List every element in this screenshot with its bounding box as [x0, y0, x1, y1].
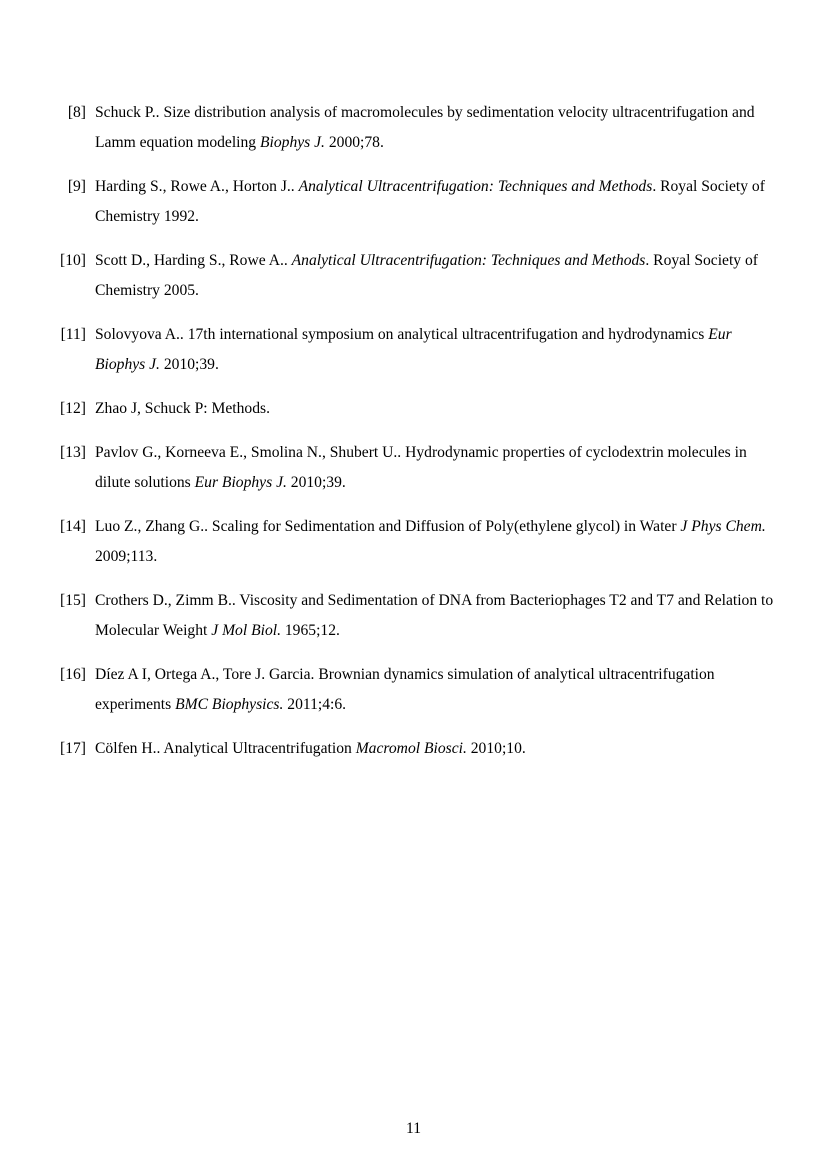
- reference-text: [95, 320, 775, 380]
- reference-part: 2009;113.: [95, 548, 158, 565]
- reference-text: [95, 246, 775, 306]
- reference-text: [95, 394, 775, 424]
- reference-part: . Royal Society of Chemistry 2005.: [95, 252, 758, 299]
- reference-item: [0, 438, 827, 498]
- reference-number: [13]: [60, 444, 86, 461]
- reference-item: [0, 586, 827, 646]
- reference-item: [0, 512, 827, 572]
- reference-item: [0, 246, 827, 306]
- reference-part: 2011;4:6.: [283, 696, 347, 713]
- reference-text: [95, 734, 775, 764]
- reference-part: Scott D., Harding S., Rowe A..: [95, 252, 292, 269]
- reference-text: [95, 586, 775, 646]
- reference-part: Harding S., Rowe A., Horton J..: [95, 178, 299, 195]
- reference-part: Cölfen H.. Analytical Ultracentrifugation: [95, 740, 356, 757]
- reference-number: [10]: [60, 252, 86, 269]
- journal-title: Biophys J.: [260, 134, 325, 151]
- reference-part: Luo Z., Zhang G.. Scaling for Sedimentation and Diffusion of Poly(ethylene glycol) in Water: [95, 518, 681, 535]
- journal-title: BMC Biophysics.: [175, 696, 284, 713]
- reference-item: [0, 172, 827, 232]
- reference-part: 2010;39.: [286, 474, 346, 491]
- reference-part: Crothers D., Zimm B.. Viscosity and Sedimentation of DNA from Bacteriophages T2 and T7 and Relation to Molecular Weight: [95, 592, 774, 639]
- reference-text: [95, 660, 775, 720]
- reference-part: Zhao J, Schuck P: Methods.: [95, 400, 270, 417]
- reference-text: [95, 438, 775, 498]
- reference-item: [0, 734, 827, 764]
- reference-item: [0, 98, 827, 158]
- reference-part: . Royal Society of Chemistry 1992.: [95, 178, 765, 225]
- reference-part: Schuck P.. Size distribution analysis of macromolecules by sedimentation velocity ultracentrifugation and Lamm equation modeling: [95, 104, 755, 151]
- journal-title: J Mol Biol.: [211, 622, 281, 639]
- reference-part: 1965;12.: [280, 622, 340, 639]
- journal-title: J Phys Chem.: [680, 518, 766, 535]
- journal-title: Eur Biophys J.: [194, 474, 287, 491]
- page-number: 11: [405, 1120, 421, 1137]
- reference-number: [15]: [60, 592, 86, 609]
- book-title: Analytical Ultracentrifugation: Techniques and Methods: [291, 252, 646, 269]
- reference-number: [14]: [60, 518, 86, 535]
- journal-title: Eur Biophys J.: [95, 326, 732, 373]
- reference-number: [8]: [67, 104, 86, 121]
- reference-part: 2000;78.: [324, 134, 384, 151]
- reference-text: [95, 172, 775, 232]
- reference-part: Díez A I, Ortega A., Tore J. Garcia. Brownian dynamics simulation of analytical ultracentrifugation experiments: [95, 666, 715, 713]
- reference-number: [12]: [60, 400, 86, 417]
- reference-part: 2010;10.: [466, 740, 526, 757]
- reference-item: [0, 320, 827, 380]
- reference-part: Pavlov G., Korneeva E., Smolina N., Shubert U.. Hydrodynamic properties of cyclodextrin molecules in dilute solutions: [95, 444, 747, 491]
- reference-number: [9]: [67, 178, 86, 195]
- reference-part: Solovyova A.. 17th international symposium on analytical ultracentrifugation and hydrodynamics: [95, 326, 709, 343]
- reference-text: [95, 98, 775, 158]
- reference-number: [11]: [60, 326, 86, 343]
- reference-item: [0, 394, 827, 424]
- reference-text: [95, 512, 775, 572]
- reference-number: [16]: [60, 666, 86, 683]
- reference-list: [0, 98, 827, 778]
- reference-number: [17]: [60, 740, 86, 757]
- reference-item: [0, 660, 827, 720]
- journal-title: Macromol Biosci.: [355, 740, 467, 757]
- book-title: Analytical Ultracentrifugation: Techniques and Methods: [298, 178, 653, 195]
- reference-part: 2010;39.: [159, 356, 219, 373]
